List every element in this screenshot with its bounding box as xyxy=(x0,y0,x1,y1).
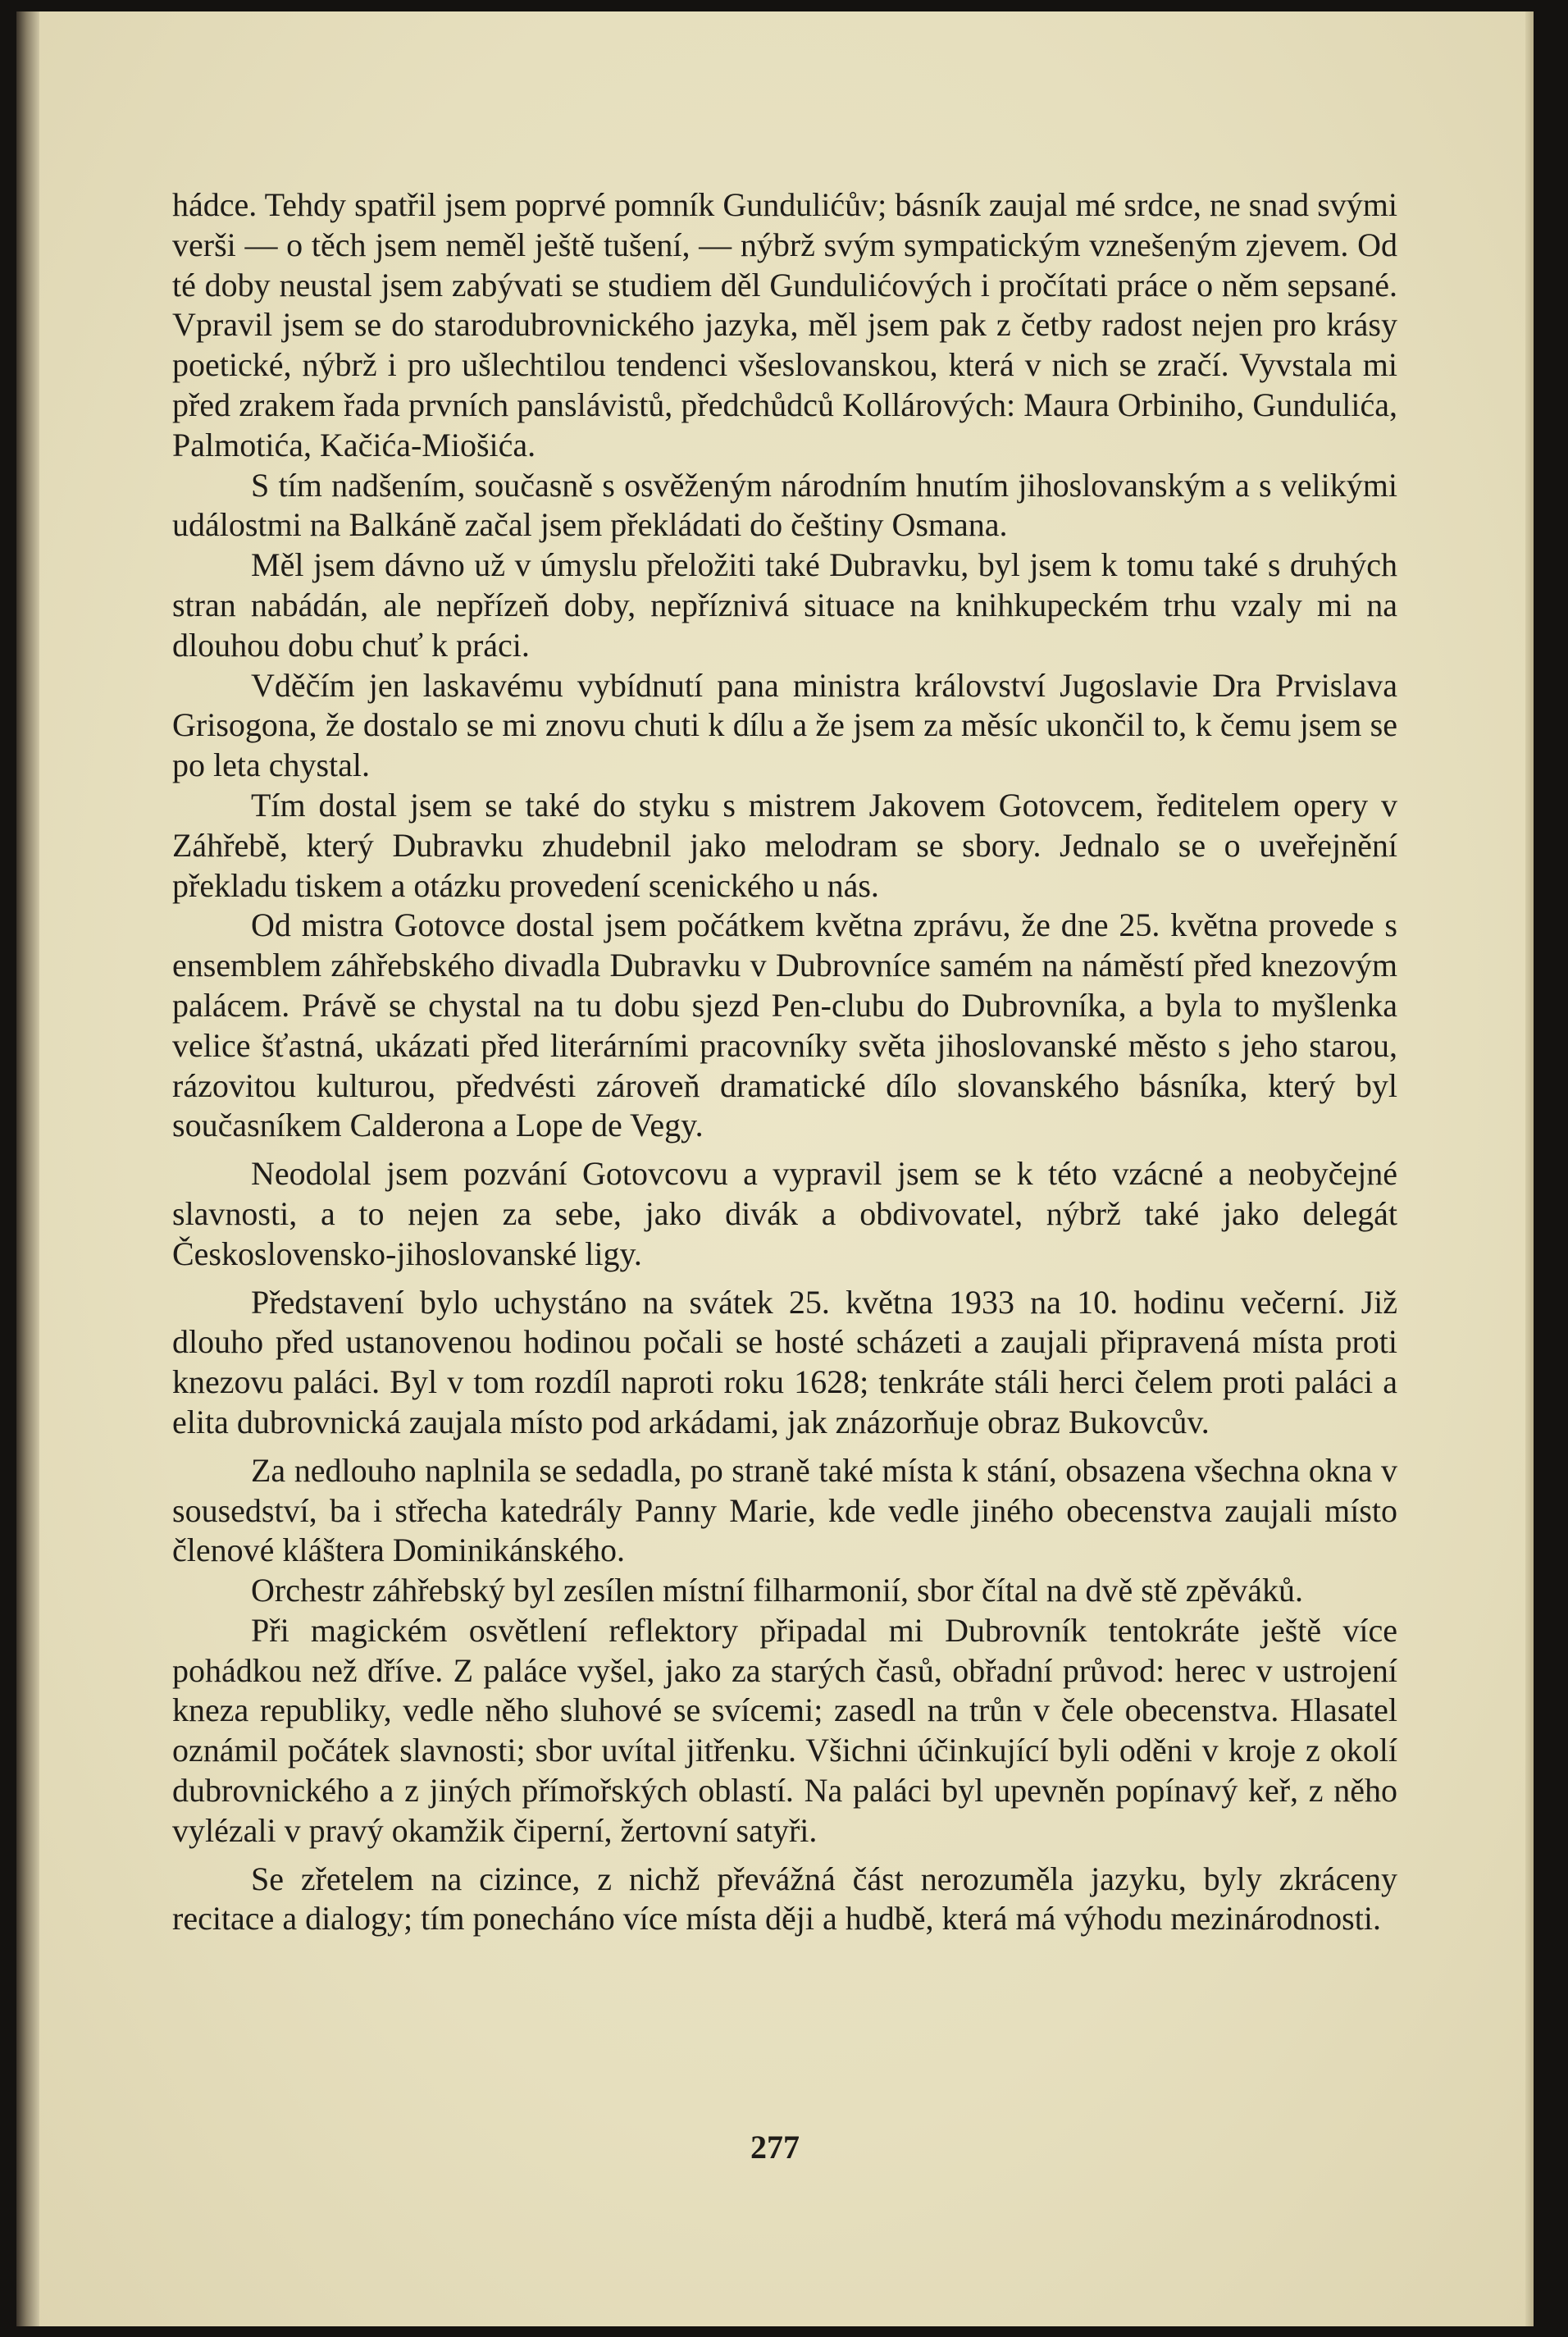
paragraph-4: Vděčím jen laskavému vybídnutí pana ministra království Jugoslavie Dra Prvislava Grisogona, že dostalo se mi znovu chuti k dílu a že jsem za měsíc ukončil to, k čemu jsem se po leta chystal. xyxy=(172,666,1397,784)
page-number: 277 xyxy=(750,2129,800,2166)
paragraph-3: Měl jsem dávno už v úmyslu přeložiti také Dubravku, byl jsem k tomu také s druhých stran nabádán, ale nepřízeň doby, nepříznivá situace na knihkupeckém trhu vzaly mi na dlouhou dobu chuť k práci. xyxy=(172,546,1397,664)
page-right-edge xyxy=(1525,11,1534,2326)
book-binding-edge xyxy=(16,11,39,2326)
paper-page xyxy=(16,11,1534,2326)
paragraph-10: Orchestr záhřebský byl zesílen místní filharmonií, sbor čítal na dvě stě zpěváků. xyxy=(251,1572,1303,1609)
paragraph-9: Za nedlouho naplnila se sedadla, po straně také místa k stání, obsazena všechna okna v sousedství, ba i střecha katedrály Panny Marie, kde vedle jiného obecenstva zaujali místo členové kláštera Dominikánského. xyxy=(172,1451,1397,1569)
paragraph-5: Tím dostal jsem se také do styku s mistrem Jakovem Gotovcem, ředitelem opery v Záhřebě, který Dubravku zhudebnil jako melodram se sbory. Jednalo se o uveřejnění překladu tiskem a otázku provedení scenického u nás. xyxy=(172,786,1397,904)
paragraph-1: hádce. Tehdy spatřil jsem poprvé pomník Gundulićův; básník zaujal mé srdce, ne snad svými verši — o těch jsem neměl ještě tušení, — nýbrž svým sympatickým vznešeným zjevem. Od té doby neustal jsem zabývati se studiem děl Gundulićových i pročítati práce o něm sepsané. Vpravil jsem se do starodubrovnického jazyka, měl jsem pak z četby radost nejen pro krásy poetické, nýbrž i pro ušlechtilou tendenci všeslovanskou, která v nich se zračí. Vyvstala mi před zrakem řada prvních panslávistů, předchůdců Kollárových: Maura Orbiniho, Gundulića, Palmotića, Kačića-Miošića. xyxy=(172,186,1397,463)
body-text xyxy=(172,185,1397,1939)
paragraph-6: Od mistra Gotovce dostal jsem počátkem května zprávu, že dne 25. května provede s ensemblem záhřebského divadla Dubravku v Dubrovníce samém na náměstí před knezovým palácem. Právě se chystal na tu dobu sjezd Pen-clubu do Dubrovníka, a byla to myšlenka velice šťastná, ukázati před literárními pracovníky světa jihoslovanské město s jeho starou, rázovitou kulturou, předvésti zároveň dramatické dílo slovanského básníka, který byl současníkem Calderona a Lope de Vegy. xyxy=(172,906,1397,1144)
paragraph-12: Se zřetelem na cizince, z nichž převážná část nerozuměla jazyku, byly zkráceny recitace a dialogy; tím ponecháno více místa ději a hudbě, která má výhodu mezinárodnosti. xyxy=(172,1860,1397,1938)
paragraph-8: Představení bylo uchystáno na svátek 25. května 1933 na 10. hodinu večerní. Již dlouho před ustanovenou hodinou počali se hosté scházeti a zaujali připravená místa proti knezovu paláci. Byl v tom rozdíl naproti roku 1628; tenkráte stáli herci čelem proti paláci a elita dubrovnická zaujala místo pod arkádami, jak znázorňuje obraz Bukovcův. xyxy=(172,1283,1397,1440)
paragraph-2: S tím nadšením, současně s osvěženým národním hnutím jihoslovanským a s velikými událostmi na Balkáně začal jsem překládati do češtiny Osmana. xyxy=(172,466,1397,544)
paragraph-7: Neodolal jsem pozvání Gotovcovu a vypravil jsem se k této vzácné a neobyčejné slavnosti, a to nejen za sebe, jako divák a obdivovatel, nýbrž také jako delegát Československo-jihoslovanské ligy. xyxy=(172,1155,1397,1272)
paragraph-11: Při magickém osvětlení reflektory připadal mi Dubrovník tentokráte ještě více pohádkou než dříve. Z paláce vyšel, jako za starých časů, obřadní průvod: herec v ustrojení kneza republiky, vedle něho sluhové se svícemi; zasedl na trůn v čele obecenstva. Hlasatel oznámil počátek slavnosti; sbor uvítal jitřenku. Všichni účinkující byli oděni v kroje z okolí dubrovnického a z jiných přímořských oblastí. Na paláci byl upevněn popínavý keř, z něho vylézali v pravý okamžik čiperní, žertovní satyři. xyxy=(172,1611,1397,1849)
